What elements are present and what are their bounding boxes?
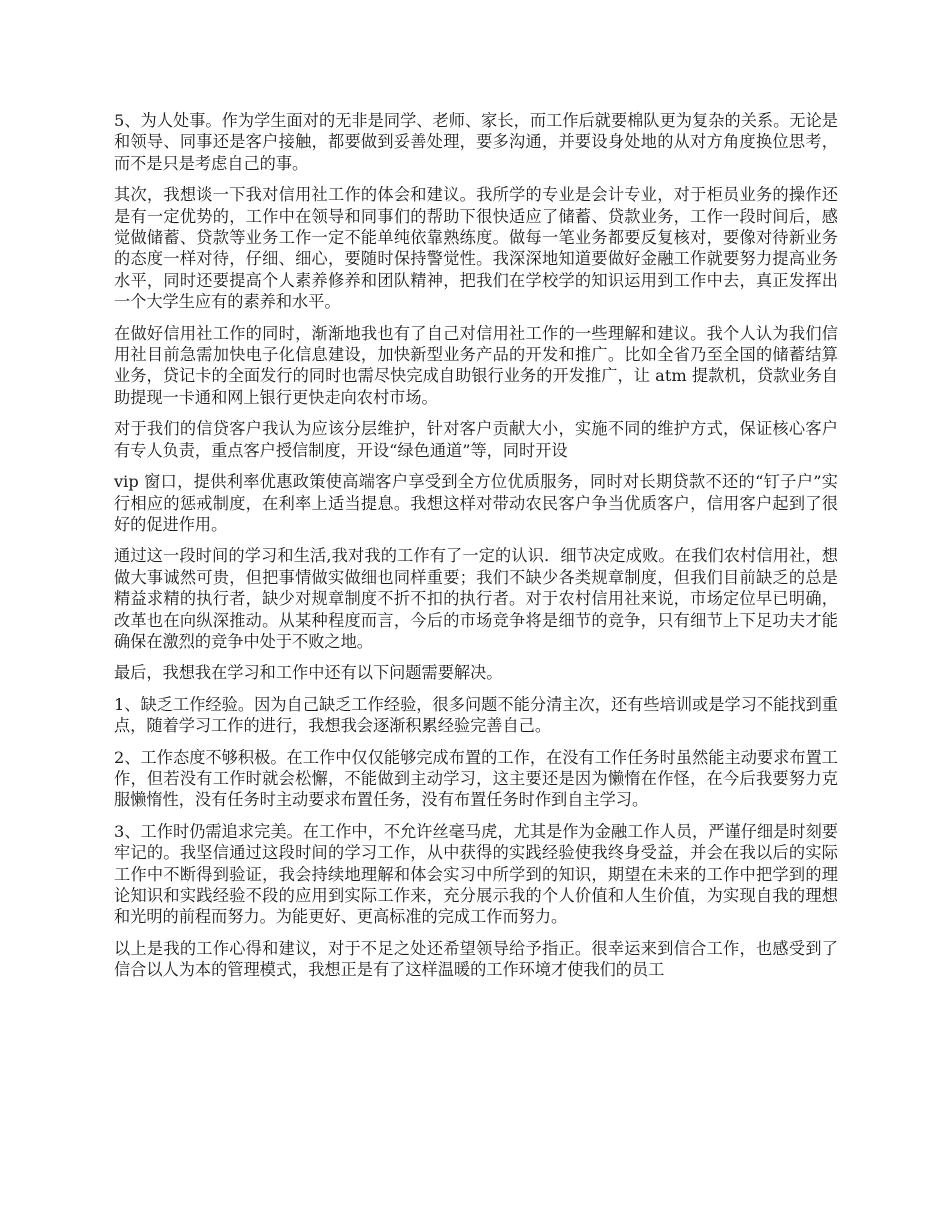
paragraph-7: 最后，我想我在学习和工作中还有以下问题需要解决。 [114, 663, 503, 683]
paragraph-10: 3、工作时仍需追求完美。在工作中，不允许丝毫马虎，尤其是作为金融工作人员，严谨仔细是时刻要牢记的。我坚信通过这段时间的学习工作，从中获得的实践经验使我终身受益，并会在我以后的实际工作中不断得到验证，我会持续地理解和体会实习中所学到的知识，期望在未来的工作中把学到的理论知识和实践经验不段的应用到实际工作来，充分展示我的个人价值和人生价值，为实现自我的理想和光明的前程而努力。为能更好、更高标准的完成工作而努力。 [114, 821, 838, 927]
paragraph-6: 通过这一段时间的学习和生活,我对我的工作有了一定的认识．细节决定成败。在我们农村信用社，想做大事诚然可贵，但把事情做实做细也同样重要；我们不缺少各类规章制度，但我们目前缺乏的总是精益求精的执行者，缺少对规章制度不折不扣的执行者。对于农村信用社来说，市场定位早已明确，改革也在向纵深推动。从某种程度而言，今后的市场竞争将是细节的竞争，只有细节上下足功夫才能确保在激烈的竞争中处于不败之地。 [114, 546, 838, 651]
paragraph-11: 以上是我的工作心得和建议，对于不足之处还希望领导给予指正。很幸运来到信合工作，也感受到了信合以人为本的管理模式，我想正是有了这样温暖的工作环境才使我们的员工 [114, 938, 838, 980]
paragraph-8: 1、缺乏工作经验。因为自己缺乏工作经验，很多问题不能分清主次，还有些培训或是学习不能找到重点，随着学习工作的进行，我想我会逐渐积累经验完善自己。 [114, 694, 838, 736]
paragraph-1: 5、为人处事。作为学生面对的无非是同学、老师、家长，而工作后就要棉队更为复杂的关系。无论是和领导、同事还是客户接触，都要做到妥善处理，要多沟通，并要设身处地的从对方角度换位思考，而不是只是考虑自己的事。 [114, 111, 838, 173]
paragraph-2: 其次，我想谈一下我对信用社工作的体会和建议。我所学的专业是会计专业，对于柜员业务的操作还是有一定优势的，工作中在领导和同事们的帮助下很快适应了储蓄、贷款业务，工作一段时间后，感觉做储蓄、贷款等业务工作一定不能单纯依靠熟练度。做每一笔业务都要反复核对，要像对待新业务的态度一样对待，仔细、细心，要随时保持警觉性。我深深地知道要做好金融工作就要努力提高业务水平，同时还要提高个人素养修养和团队精神，把我们在学校学的知识运用到工作中去，真正发挥出一个大学生应有的素养和水平。 [114, 185, 838, 312]
document-body [114, 110, 838, 991]
paragraph-3: 在做好信用社工作的同时，渐渐地我也有了自己对信用社工作的一些理解和建议。我个人认为我们信用社目前急需加快电子化信息建设，加快新型业务产品的开发和推广。比如全省乃至全国的储蓄结算业务，贷记卡的全面发行的同时也需尽快完成自助银行业务的开发推广，让 atm 提款机，贷款业务自助提现一卡通和网上银行更快走向农村市场。 [114, 323, 838, 407]
paragraph-4: 对于我们的信贷客户我认为应该分层维护，针对客户贡献大小，实施不同的维护方式，保证核心客户有专人负责，重点客户授信制度，开设“绿色通道”等，同时开设 [114, 419, 838, 460]
paragraph-5: vip 窗口，提供利率优惠政策使高端客户享受到全方位优质服务，同时对长期贷款不还的“钉子户”实行相应的惩戒制度，在利率上适当提息。我想这样对带动农民客户争当优质客户，信用客户起到了很好的促进作用。 [114, 472, 838, 534]
paragraph-9: 2、工作态度不够积极。在工作中仅仅能够完成布置的工作，在没有工作任务时虽然能主动要求布置工作，但若没有工作时就会松懈，不能做到主动学习，这主要还是因为懒惰在作怪，在今后我要努力克服懒惰性，没有任务时主动要求布置任务，没有布置任务时作到自主学习。 [114, 747, 838, 810]
